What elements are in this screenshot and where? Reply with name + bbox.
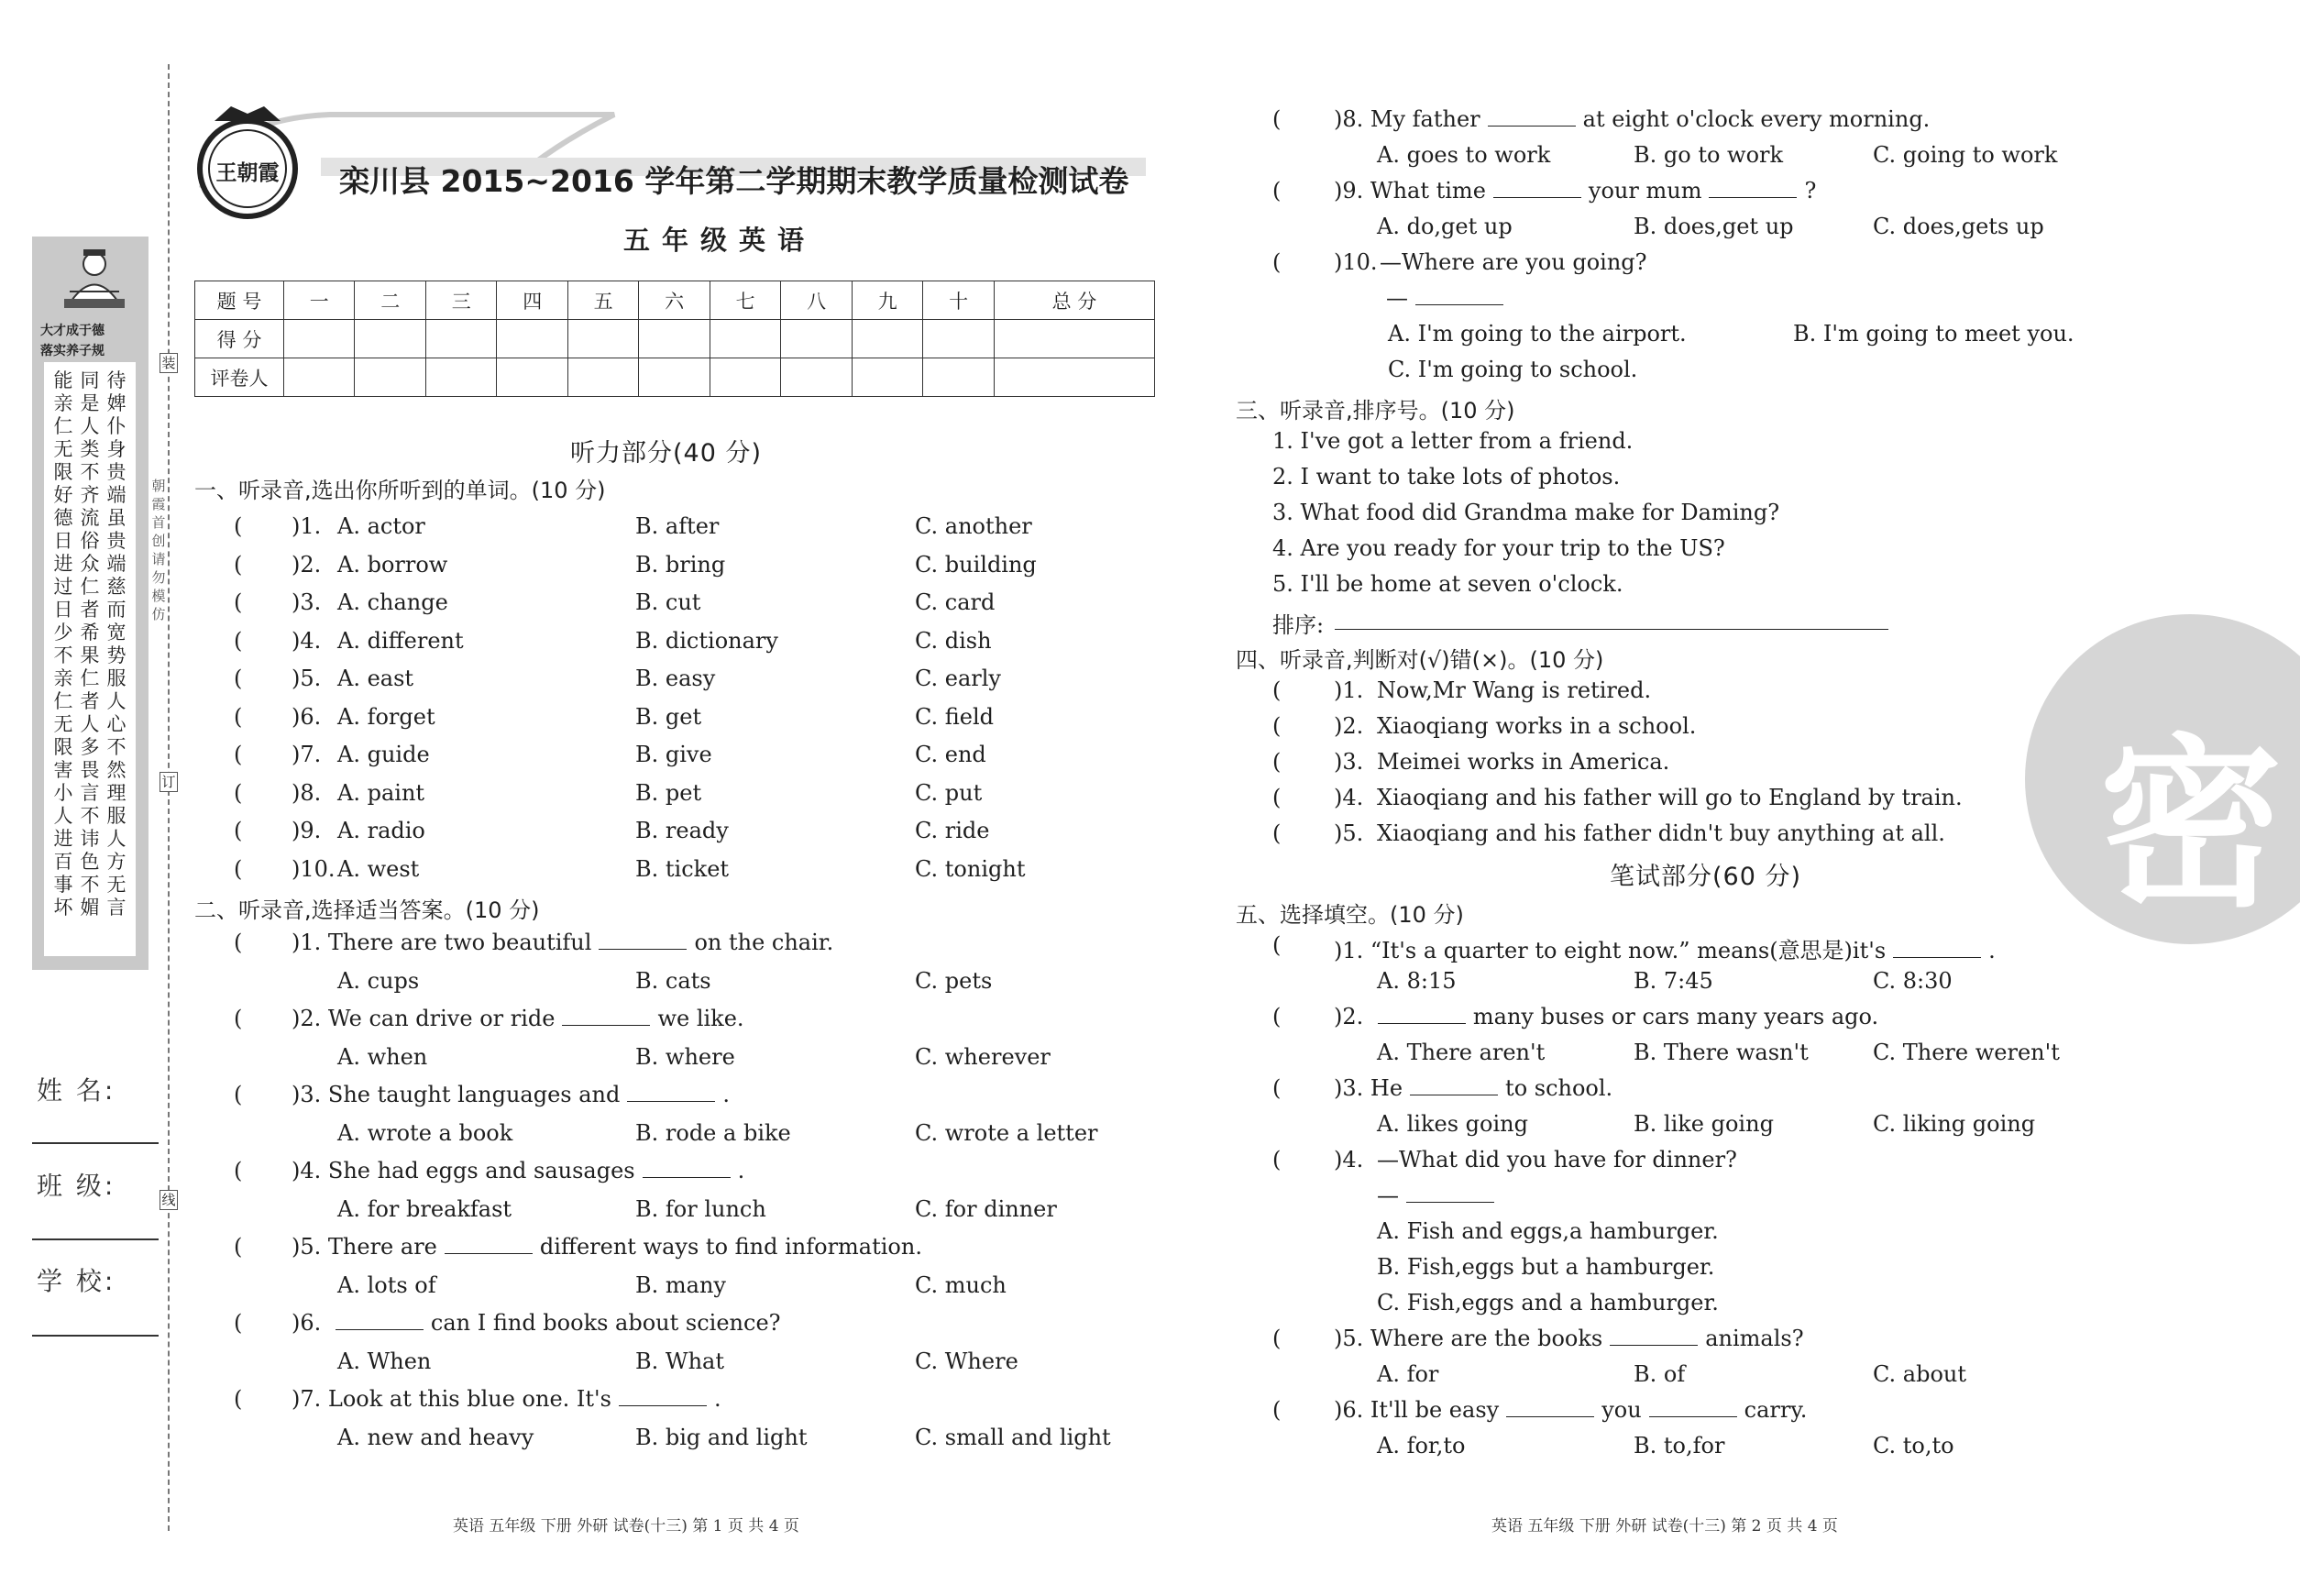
- s1-option-b[interactable]: B. pet: [635, 779, 702, 806]
- s1-q-num: )7.: [292, 742, 322, 767]
- exam-subtitle: 五年级英语: [623, 225, 817, 256]
- answer-blank[interactable]: [1406, 1202, 1494, 1203]
- s1-option-c[interactable]: C. ride: [915, 818, 990, 843]
- answer-paren[interactable]: (: [234, 1006, 243, 1031]
- s3-sentence: 5. I'll be home at seven o'clock.: [1272, 571, 1623, 597]
- s5-option-b[interactable]: B. like going: [1634, 1111, 1774, 1137]
- name-label: 姓 名:: [37, 1075, 116, 1106]
- question-text-pre: “It's a quarter to eight now.” means(意思是)it's: [1370, 938, 1887, 963]
- s2-option-a[interactable]: A. When: [337, 1348, 432, 1374]
- th-9: 九: [852, 281, 922, 320]
- s2-question: [292, 1386, 721, 1412]
- order-answer-line[interactable]: [1335, 629, 1888, 630]
- answer-dash: —: [1386, 285, 1408, 311]
- grader-cell[interactable]: [781, 358, 852, 397]
- question-text-pre: My father: [1370, 106, 1480, 132]
- exam-title: 栾川县 2015~2016 学年第二学期期末教学质量检测试卷: [339, 163, 1129, 199]
- s2-q10-option-c[interactable]: C. I'm going to school.: [1388, 357, 1638, 382]
- question-number: )6.: [292, 1310, 322, 1336]
- answer-paren[interactable]: (: [1272, 106, 1282, 132]
- copyright-note: 朝霞首创 请勿模仿: [151, 478, 166, 622]
- grader-cell[interactable]: [639, 358, 710, 397]
- s1-option-c[interactable]: C. dish: [915, 627, 992, 654]
- fill-blank[interactable]: [1709, 197, 1797, 198]
- answer-paren[interactable]: (: [1272, 932, 1282, 958]
- s1-option-b[interactable]: B. dictionary: [635, 627, 778, 654]
- score-table: [194, 281, 1155, 397]
- s1-option-b[interactable]: B. cut: [635, 589, 701, 615]
- s2-option-c[interactable]: C. for dinner: [915, 1195, 1057, 1222]
- th-8: 八: [781, 281, 852, 320]
- th-6: 六: [639, 281, 710, 320]
- score-row-label: 得 分: [195, 320, 284, 358]
- s2-option-b[interactable]: B. does,get up: [1634, 214, 1794, 239]
- s4-statement: Meimei works in America.: [1377, 749, 1670, 775]
- s4-statement: Now,Mr Wang is retired.: [1377, 677, 1652, 703]
- s1-option-b[interactable]: B. after: [635, 513, 720, 539]
- s5-option-c[interactable]: C. to,to: [1873, 1433, 1954, 1458]
- s2-option-b[interactable]: B. go to work: [1634, 142, 1784, 168]
- s1-option-a[interactable]: A. radio: [337, 818, 425, 843]
- s5-option-b[interactable]: B. of: [1634, 1361, 1686, 1387]
- question-text-post: .: [1988, 938, 1996, 963]
- question-text-pre: Look at this blue one. It's: [327, 1386, 611, 1412]
- answer-paren[interactable]: (: [234, 513, 243, 539]
- s2-option-b[interactable]: B. many: [635, 1271, 726, 1298]
- s1-option-c[interactable]: C. tonight: [915, 855, 1026, 882]
- score-cell[interactable]: [710, 320, 780, 358]
- answer-paren[interactable]: (: [234, 666, 243, 691]
- question-number: )7.: [292, 1386, 322, 1412]
- motto-column-2: 同是人 类不齐 流俗众 仁者希 果仁者 人多畏 言不讳 色不媚: [80, 369, 100, 919]
- th-7: 七: [710, 281, 780, 320]
- grader-cell[interactable]: [852, 358, 922, 397]
- answer-paren[interactable]: (: [234, 1158, 243, 1183]
- question-text-post: .: [713, 1386, 721, 1412]
- question-text-post: .: [737, 1158, 745, 1183]
- s1-option-b[interactable]: B. ticket: [635, 855, 730, 882]
- answer-paren[interactable]: (: [1272, 785, 1282, 810]
- s1-option-a[interactable]: A. west: [337, 855, 420, 882]
- s2-option-b[interactable]: B. where: [635, 1043, 735, 1070]
- question-number: )2.: [1334, 1004, 1364, 1029]
- s2-option-a[interactable]: A. goes to work: [1377, 142, 1551, 168]
- s5-option-b[interactable]: B. There wasn't: [1634, 1040, 1809, 1065]
- answer-paren[interactable]: (: [1272, 713, 1282, 739]
- binding-mark-3: 线: [160, 1190, 178, 1210]
- s2-option-a[interactable]: A. when: [337, 1043, 428, 1070]
- s2-question: [292, 1082, 730, 1107]
- question-text-pre: She taught languages and: [327, 1082, 621, 1107]
- fill-blank[interactable]: [562, 1025, 650, 1026]
- fill-blank[interactable]: [643, 1177, 731, 1178]
- s1-option-c[interactable]: C. end: [915, 742, 986, 767]
- s5-q4-number: )4.: [1334, 1147, 1364, 1172]
- answer-paren[interactable]: (: [1272, 820, 1282, 846]
- s1-option-b[interactable]: B. ready: [635, 818, 729, 843]
- s5-option-c[interactable]: C. There weren't: [1873, 1040, 2060, 1065]
- question-text-pre: Where are the books: [1370, 1326, 1603, 1351]
- s5-option-a[interactable]: A. for,to: [1377, 1433, 1466, 1458]
- s2-q10-answer: [1386, 285, 1511, 311]
- score-cell[interactable]: [994, 320, 1154, 358]
- s1-q-num: )2.: [292, 551, 322, 578]
- s5-option-b[interactable]: B. to,for: [1634, 1433, 1725, 1458]
- grader-cell[interactable]: [425, 358, 496, 397]
- question-number: )3.: [1334, 1075, 1364, 1101]
- s1-q-num: )1.: [292, 513, 322, 539]
- s5-question: [1334, 1326, 1804, 1351]
- s2-q10-number: )10.: [1334, 249, 1378, 275]
- th-label: 题 号: [195, 281, 284, 320]
- th-2: 二: [355, 281, 425, 320]
- s1-option-a[interactable]: A. borrow: [337, 551, 448, 578]
- question-number: )5.: [1334, 1326, 1364, 1351]
- s1-option-b[interactable]: B. give: [635, 742, 712, 767]
- s1-option-a[interactable]: A. different: [337, 627, 464, 654]
- answer-paren[interactable]: (: [234, 930, 243, 955]
- s1-q-num: )5.: [292, 666, 322, 691]
- s5-option-a[interactable]: A. likes going: [1377, 1111, 1528, 1137]
- listening-part-title: 听力部分(40 分): [570, 439, 763, 468]
- question-text-post: at eight o'clock every morning.: [1582, 106, 1931, 132]
- question-text-post: animals?: [1705, 1326, 1804, 1351]
- question-text-pre: What time: [1370, 178, 1486, 204]
- s2-option-a[interactable]: A. lots of: [337, 1271, 436, 1298]
- s1-option-c[interactable]: C. another: [915, 513, 1032, 539]
- grader-cell[interactable]: [567, 358, 638, 397]
- s1-option-b[interactable]: B. get: [635, 703, 702, 730]
- s2-option-c[interactable]: C. pets: [915, 967, 993, 994]
- question-text-pre: He: [1370, 1075, 1403, 1101]
- s3-sentence: 2. I want to take lots of photos.: [1272, 464, 1621, 490]
- s5-option-c[interactable]: C. 8:30: [1873, 968, 1953, 994]
- s4-q-num: )1.: [1334, 677, 1364, 703]
- writing-part-title: 笔试部分(60 分): [1610, 863, 1802, 891]
- section1-title: 一、听录音,选出你所听到的单词。(10 分): [194, 478, 606, 503]
- question-number: )9.: [1334, 178, 1364, 204]
- answer-paren[interactable]: (: [234, 855, 243, 882]
- s2-option-a[interactable]: A. new and heavy: [337, 1424, 534, 1450]
- section2-title: 二、听录音,选择适当答案。(10 分): [194, 897, 540, 923]
- answer-paren[interactable]: (: [1272, 1004, 1282, 1029]
- answer-paren[interactable]: (: [234, 703, 243, 730]
- class-label: 班 级:: [37, 1171, 116, 1201]
- answer-blank[interactable]: [1415, 304, 1503, 305]
- question-text-post: to school.: [1505, 1075, 1613, 1101]
- s2-option-a[interactable]: A. for breakfast: [337, 1195, 512, 1222]
- question-text-mid: your mum: [1588, 178, 1702, 204]
- answer-paren[interactable]: (: [1272, 677, 1282, 703]
- fill-blank[interactable]: [336, 1329, 424, 1330]
- score-cell[interactable]: [567, 320, 638, 358]
- s1-q-num: )8.: [292, 779, 322, 806]
- s1-option-a[interactable]: A. paint: [337, 779, 425, 806]
- s2-question: [292, 930, 833, 955]
- footer-right: 英语 五年级 下册 外研 试卷(十三) 第 2 页 共 4 页: [1491, 1517, 1838, 1535]
- question-number: )2.: [292, 1006, 322, 1031]
- answer-dash: —: [1377, 1183, 1399, 1208]
- th-1: 一: [284, 281, 355, 320]
- score-cell[interactable]: [284, 320, 355, 358]
- answer-paren[interactable]: (: [1272, 249, 1282, 275]
- grader-row-label: 评卷人: [195, 358, 284, 397]
- question-text-post: ?: [1804, 178, 1817, 204]
- s2-option-c[interactable]: C. Where: [915, 1348, 1018, 1374]
- grader-cell[interactable]: [710, 358, 780, 397]
- s2-option-c[interactable]: C. going to work: [1873, 142, 2058, 168]
- s5-q4-option-a[interactable]: A. Fish and eggs,a hamburger.: [1377, 1218, 1719, 1244]
- answer-paren[interactable]: (: [1272, 1397, 1282, 1423]
- fill-blank[interactable]: [1893, 957, 1981, 958]
- fill-blank[interactable]: [619, 1405, 707, 1406]
- s1-q-num: )9.: [292, 818, 322, 843]
- s2-option-b[interactable]: B. rode a bike: [635, 1119, 791, 1146]
- fill-blank[interactable]: [1610, 1345, 1698, 1346]
- s1-option-b[interactable]: B. bring: [635, 551, 726, 578]
- question-text-post: .: [722, 1082, 730, 1107]
- answer-paren[interactable]: (: [234, 589, 243, 615]
- s5-option-c[interactable]: C. about: [1873, 1361, 1966, 1387]
- answer-paren[interactable]: (: [234, 742, 243, 767]
- school-label: 学 校:: [37, 1266, 116, 1296]
- motto-column-1: 能亲仁 无限好 德日进 过日少 不亲仁 无限害 小人进 百事坏: [53, 369, 73, 919]
- s2-question: [292, 1006, 744, 1031]
- school-field[interactable]: [32, 1335, 159, 1337]
- fill-blank[interactable]: [1378, 1023, 1466, 1024]
- answer-paren[interactable]: (: [1272, 1075, 1282, 1101]
- score-cell[interactable]: [852, 320, 922, 358]
- s2-option-c[interactable]: C. small and light: [915, 1424, 1111, 1450]
- answer-paren[interactable]: (: [1272, 749, 1282, 775]
- grader-cell[interactable]: [284, 358, 355, 397]
- s5-question: [1334, 1075, 1612, 1101]
- order-label: 排序:: [1272, 612, 1325, 638]
- section5-title: 五、选择填空。(10 分): [1236, 902, 1464, 928]
- s1-option-b[interactable]: B. easy: [635, 666, 716, 691]
- question-number: )1.: [292, 930, 322, 955]
- fill-blank[interactable]: [1506, 1416, 1594, 1417]
- th-4: 四: [497, 281, 567, 320]
- motto-box: [44, 362, 136, 956]
- section3-title: 三、听录音,排序号。(10 分): [1236, 398, 1515, 424]
- question-text-pre: There are two beautiful: [327, 930, 592, 955]
- fill-blank[interactable]: [599, 949, 687, 950]
- s2-question: [292, 1234, 922, 1260]
- question-number: )5.: [292, 1234, 322, 1260]
- score-cell[interactable]: [781, 320, 852, 358]
- s2-option-c[interactable]: C. does,gets up: [1873, 214, 2044, 239]
- s1-option-c[interactable]: C. early: [915, 666, 1001, 691]
- footer-left: 英语 五年级 下册 外研 试卷(十三) 第 1 页 共 4 页: [453, 1517, 799, 1535]
- question-number: )3.: [292, 1082, 322, 1107]
- answer-paren[interactable]: (: [234, 818, 243, 843]
- question-text-post: different ways to find information.: [539, 1234, 922, 1260]
- s2-option-b[interactable]: B. cats: [635, 967, 711, 994]
- name-field[interactable]: [32, 1142, 159, 1144]
- class-field[interactable]: [32, 1238, 159, 1240]
- answer-paren[interactable]: (: [234, 627, 243, 654]
- grader-cell[interactable]: [355, 358, 425, 397]
- s2-option-b[interactable]: B. big and light: [635, 1424, 808, 1450]
- s4-statement: Xiaoqiang and his father didn't buy anything at all.: [1377, 820, 1945, 846]
- answer-paren[interactable]: (: [234, 1082, 243, 1107]
- s2-question: [1334, 106, 1930, 132]
- s5-option-b[interactable]: B. 7:45: [1634, 968, 1713, 994]
- answer-paren[interactable]: (: [234, 551, 243, 578]
- s2-question: [1334, 178, 1816, 204]
- s2-q10-option-b[interactable]: B. I'm going to meet you.: [1793, 321, 2074, 347]
- s5-question: [1334, 1004, 1878, 1029]
- score-cell[interactable]: [923, 320, 994, 358]
- scholar-illustration: [53, 246, 136, 319]
- question-text-post: many buses or cars many years ago.: [1472, 1004, 1879, 1029]
- question-text-pre: It'll be easy: [1370, 1397, 1500, 1423]
- s2-option-c[interactable]: C. wrote a letter: [915, 1119, 1098, 1146]
- score-cell[interactable]: [425, 320, 496, 358]
- question-number: )4.: [292, 1158, 322, 1183]
- answer-paren[interactable]: (: [234, 779, 243, 806]
- binding-mark-2: 订: [160, 772, 178, 792]
- motto-top-2: 落实养子规: [40, 344, 105, 358]
- s5-question: [1334, 932, 1996, 964]
- question-text-post: carry.: [1744, 1397, 1808, 1423]
- question-text-pre: There are: [327, 1234, 437, 1260]
- question-text-post: can I find books about science?: [430, 1310, 781, 1336]
- question-number: )6.: [1334, 1397, 1364, 1423]
- s5-q4-text: —What did you have for dinner?: [1377, 1147, 1737, 1172]
- s5-q4-answer: [1377, 1183, 1502, 1208]
- score-cell[interactable]: [497, 320, 567, 358]
- s4-q-num: )2.: [1334, 713, 1364, 739]
- s4-statement: Xiaoqiang works in a school.: [1377, 713, 1697, 739]
- s3-sentence: 3. What food did Grandma make for Daming?: [1272, 500, 1780, 525]
- th-10: 十: [923, 281, 994, 320]
- fill-blank[interactable]: [1488, 126, 1576, 127]
- th-total: 总 分: [994, 281, 1154, 320]
- s5-question: [1334, 1397, 1807, 1423]
- s4-q-num: )4.: [1334, 785, 1364, 810]
- s1-q-num: )3.: [292, 589, 322, 615]
- question-text-pre: She had eggs and sausages: [327, 1158, 635, 1183]
- s5-option-a[interactable]: A. for: [1377, 1361, 1439, 1387]
- question-text-mid: you: [1601, 1397, 1642, 1423]
- s1-option-c[interactable]: C. field: [915, 703, 995, 730]
- s5-option-c[interactable]: C. liking going: [1873, 1111, 2036, 1137]
- s1-q-num: )10.: [292, 855, 336, 882]
- confidential-seal-text: 密: [2099, 719, 2283, 932]
- fill-blank[interactable]: [445, 1253, 533, 1254]
- s1-q-num: )6.: [292, 703, 322, 730]
- s1-option-c[interactable]: C. put: [915, 779, 983, 806]
- question-number: )8.: [1334, 106, 1364, 132]
- s1-option-c[interactable]: C. card: [915, 589, 996, 615]
- s5-option-a[interactable]: A. There aren't: [1377, 1040, 1546, 1065]
- s2-question: [292, 1158, 744, 1183]
- logo-text: 王朝霞: [215, 160, 280, 185]
- motto-column-3: 待婢仆 身贵端 虽贵端 慈而宽 势服人 心不然 理服人 方无言: [106, 369, 127, 919]
- s1-option-a[interactable]: A. change: [337, 589, 448, 615]
- question-text-post: on the chair.: [694, 930, 834, 955]
- s2-option-a[interactable]: A. wrote a book: [337, 1119, 513, 1146]
- s1-option-a[interactable]: A. forget: [337, 703, 435, 730]
- s1-q-num: )4.: [292, 627, 322, 654]
- s2-option-b[interactable]: B. What: [635, 1348, 724, 1374]
- s4-q-num: )3.: [1334, 749, 1364, 775]
- s3-sentence: 1. I've got a letter from a friend.: [1272, 428, 1634, 454]
- grader-row: [195, 358, 1155, 397]
- s1-option-a[interactable]: A. east: [337, 666, 414, 691]
- s2-q10-option-a[interactable]: A. I'm going to the airport.: [1388, 321, 1687, 347]
- grader-cell[interactable]: [994, 358, 1154, 397]
- score-row: [195, 320, 1155, 358]
- th-3: 三: [425, 281, 496, 320]
- answer-paren[interactable]: (: [1272, 1147, 1282, 1172]
- grader-cell[interactable]: [497, 358, 567, 397]
- answer-paren[interactable]: (: [1272, 178, 1282, 204]
- binding-line: [168, 64, 170, 1531]
- grader-cell[interactable]: [923, 358, 994, 397]
- motto-top-1: 大才成于德: [40, 324, 105, 338]
- s3-sentence: 4. Are you ready for your trip to the US?: [1272, 535, 1725, 561]
- s4-q-num: )5.: [1334, 820, 1364, 846]
- answer-paren[interactable]: (: [234, 1310, 243, 1336]
- binding-mark-1: 装: [160, 353, 178, 373]
- answer-paren[interactable]: (: [234, 1234, 243, 1260]
- question-text-pre: We can drive or ride: [327, 1006, 556, 1031]
- s5-option-a[interactable]: A. 8:15: [1377, 968, 1457, 994]
- s2-option-a[interactable]: A. do,get up: [1377, 214, 1513, 239]
- s2-option-c[interactable]: C. much: [915, 1271, 1007, 1298]
- th-5: 五: [567, 281, 638, 320]
- score-cell[interactable]: [355, 320, 425, 358]
- fill-blank[interactable]: [1649, 1416, 1737, 1417]
- score-table-header-row: [195, 281, 1155, 320]
- section4-title: 四、听录音,判断对(√)错(×)。(10 分): [1236, 647, 1604, 673]
- question-text-post: we like.: [657, 1006, 744, 1031]
- s2-option-b[interactable]: B. for lunch: [635, 1195, 766, 1222]
- answer-paren[interactable]: (: [1272, 1326, 1282, 1351]
- fill-blank[interactable]: [627, 1101, 715, 1102]
- s1-option-a[interactable]: A. guide: [337, 742, 430, 767]
- score-cell[interactable]: [639, 320, 710, 358]
- s4-statement: Xiaoqiang and his father will go to England by train.: [1377, 785, 1963, 810]
- answer-paren[interactable]: (: [234, 1386, 243, 1412]
- fill-blank[interactable]: [1493, 197, 1581, 198]
- s2-option-a[interactable]: A. cups: [337, 967, 420, 994]
- s2-option-c[interactable]: C. wherever: [915, 1043, 1051, 1070]
- logo-emblem: [194, 103, 301, 220]
- s1-option-c[interactable]: C. building: [915, 551, 1037, 578]
- s5-q4-option-b[interactable]: B. Fish,eggs but a hamburger.: [1377, 1254, 1715, 1280]
- s5-q4-option-c[interactable]: C. Fish,eggs and a hamburger.: [1377, 1290, 1719, 1315]
- s1-option-a[interactable]: A. actor: [337, 513, 425, 539]
- s2-q10-text: —Where are you going?: [1380, 249, 1647, 275]
- question-number: )1.: [1334, 938, 1364, 963]
- s2-question: [292, 1310, 781, 1336]
